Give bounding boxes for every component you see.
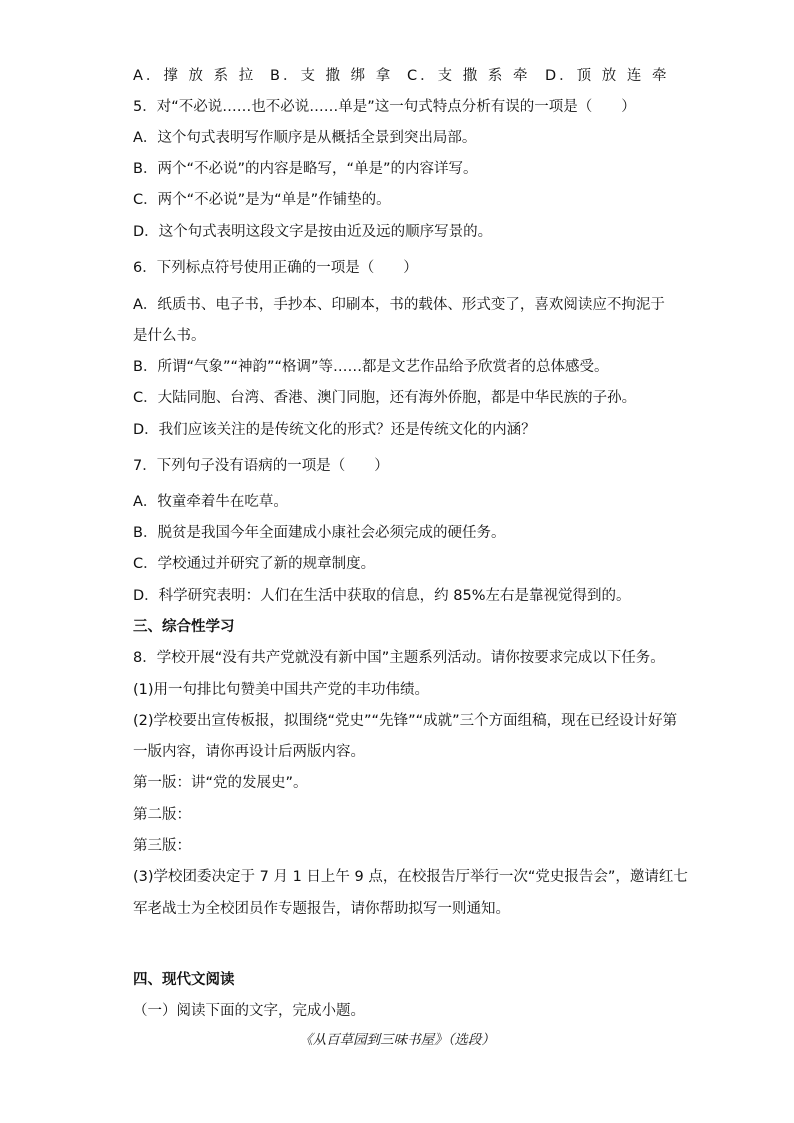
board-version-3: 第三版： <box>133 838 191 854</box>
q6-stem: 6．下列标点符号使用正确的一项是（ ） <box>133 260 418 276</box>
q7-option-b: B．脱贫是我国今年全面建成小康社会必须完成的硬任务。 <box>133 525 506 541</box>
board-version-1: 第一版：讲“党的发展史”。 <box>133 775 308 791</box>
q4-option-c: C．支 撒 系 牵 <box>407 68 531 84</box>
q7-stem: 7．下列句子没有语病的一项是（ ） <box>133 458 389 474</box>
q5-stem: 5．对“不必说……也不必说……单是”这一句式特点分析有误的一项是（ ） <box>133 99 636 115</box>
q4-option-b: B．支 撒 绑 拿 <box>270 68 394 84</box>
q4-option-d: D．顶 放 连 牵 <box>545 68 670 84</box>
passage-title: 《从百草园到三味书屋》（选段） <box>299 1032 495 1048</box>
q8-part-2-line2: 一版内容，请你再设计后两版内容。 <box>133 744 365 760</box>
board-version-2: 第二版： <box>133 807 191 823</box>
q5-option-c: C．两个“不必说”是为“单是”作铺垫的。 <box>133 192 391 208</box>
q5-option-b: B．两个“不必说”的内容是略写，“单是”的内容详写。 <box>133 161 478 177</box>
section-3-heading: 三、综合性学习 <box>133 619 235 635</box>
q8-part-1: (1)用一句排比句赞美中国共产党的丰功伟绩。 <box>133 682 430 698</box>
q6-option-d: D．我们应该关注的是传统文化的形式？还是传统文化的内涵？ <box>133 422 536 438</box>
q5-option-a: A．这个句式表明写作顺序是从概括全景到突出局部。 <box>133 130 477 146</box>
q5-option-d: D．这个句式表明这段文字是按由近及远的顺序写景的。 <box>133 224 493 240</box>
q6-option-a-line1: A．纸质书、电子书，手抄本、印刷本，书的载体、形式变了，喜欢阅读应不拘泥于 <box>133 297 665 313</box>
q8-part-2-line1: (2)学校要出宣传板报，拟围绕“党史”“先锋”“成就”三个方面组稿，现在已经设计好第 <box>133 713 678 729</box>
reading-instruction: （一）阅读下面的文字，完成小题。 <box>133 1003 365 1019</box>
section-4-heading: 四、现代文阅读 <box>133 972 235 988</box>
q8-part-3-line2: 军老战士为全校团员作专题报告，请你帮助拟写一则通知。 <box>133 901 510 917</box>
q8-part-3-line1: (3)学校团委决定于 7 月 1 日上午 9 点，在校报告厅举行一次“党史报告会”，邀请红七 <box>133 869 688 885</box>
q6-option-a-line2: 是什么书。 <box>133 328 206 344</box>
q7-option-a: A．牧童牵着牛在吃草。 <box>133 494 288 510</box>
q6-option-c: C．大陆同胞、台湾、香港、澳门同胞，还有海外侨胞，都是中华民族的子孙。 <box>133 390 637 406</box>
q6-option-b: B．所谓“气象”“神韵”“格调”等……都是文艺作品给予欣赏者的总体感受。 <box>133 359 609 375</box>
q7-option-c: C．学校通过并研究了新的规章制度。 <box>133 556 376 572</box>
q7-option-d: D．科学研究表明：人们在生活中获取的信息，约 85%左右是靠视觉得到的。 <box>133 588 631 604</box>
q8-stem: 8．学校开展“没有共产党就没有新中国”主题系列活动。请你按要求完成以下任务。 <box>133 650 665 666</box>
q4-option-a: A．撑 放 系 拉 <box>133 68 257 84</box>
